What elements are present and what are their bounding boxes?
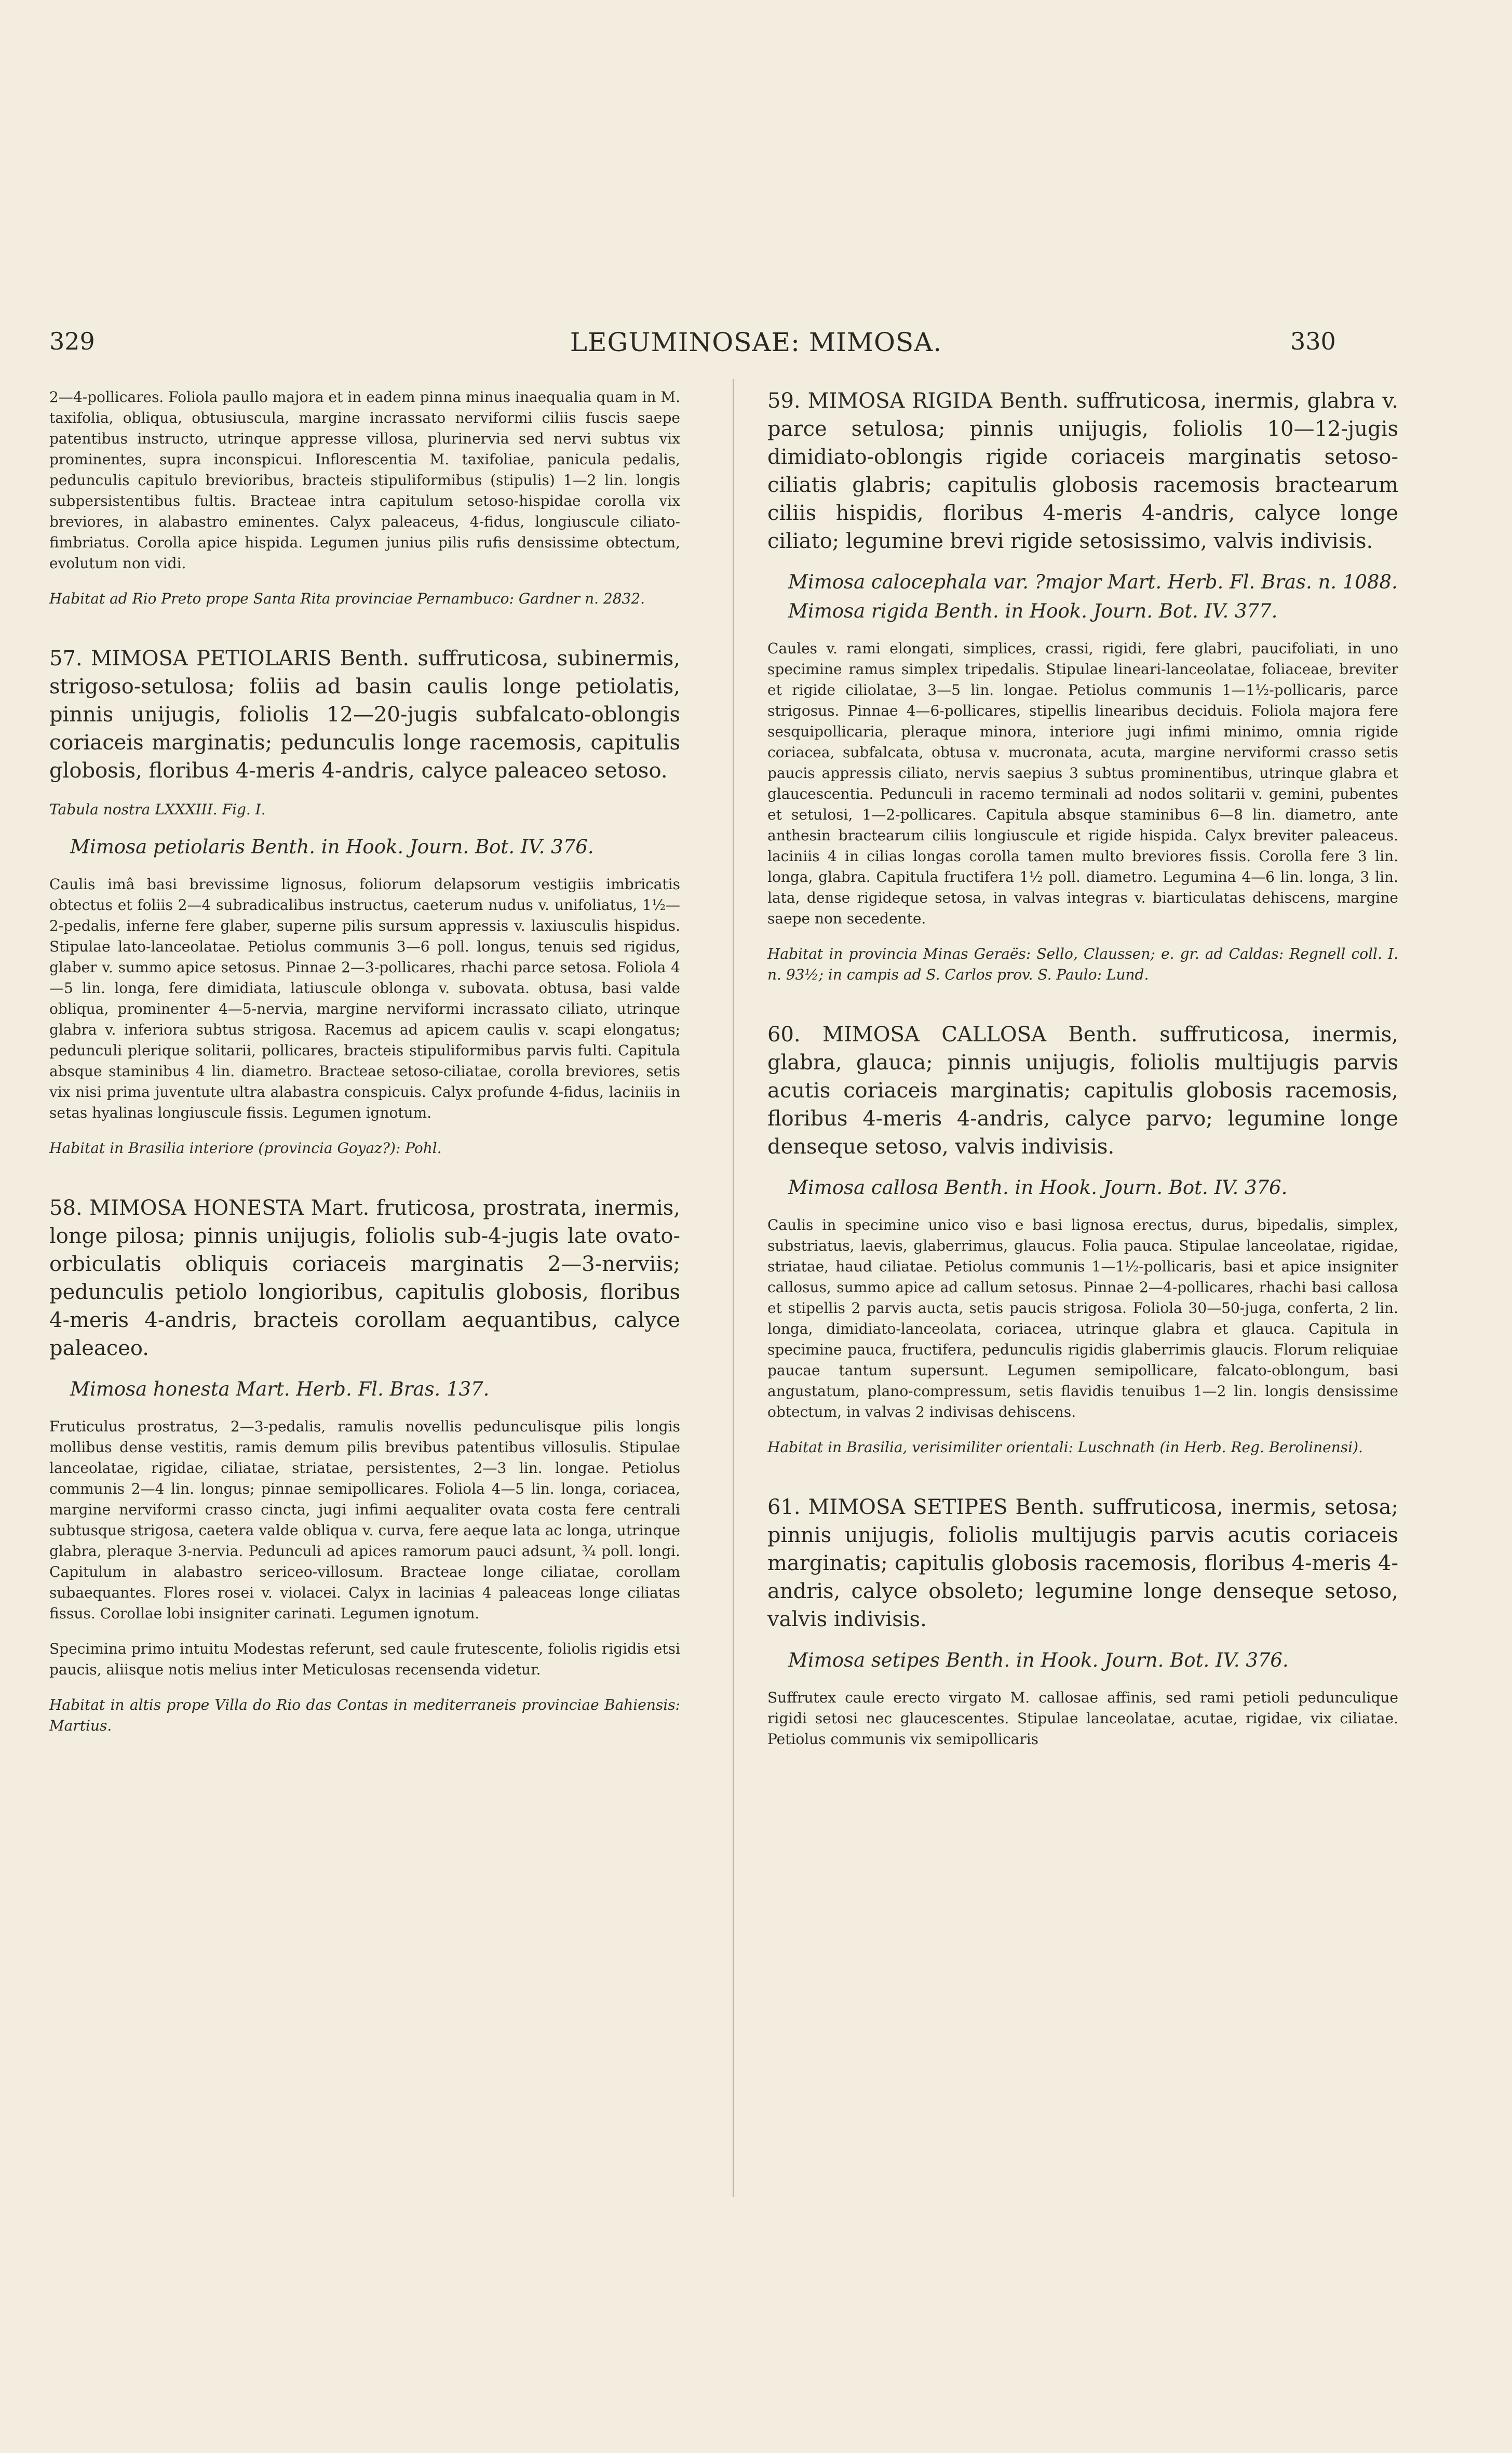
species-58-reference: Mimosa honesta Mart. Herb. Fl. Bras. 137. — [70, 1378, 490, 1400]
species-57-plate: Tabula nostra LXXXIII. Fig. I. — [49, 801, 266, 818]
spacer — [49, 1173, 680, 1194]
spacer — [767, 1000, 1398, 1021]
species-60-habitat: Habitat in Brasilia, verisimiliter orientali: Luschnath (in Herb. Reg. Berolinensi). — [767, 1439, 1363, 1456]
species-57-diagnosis: 57. MIMOSA PETIOLARIS Benth. suffruticosa, subinermis, strigoso-setulosa; foliis ad basin caulis longe petiolatis, pinnis unijugis, foliolis 12—20-jugis subfalcato-oblongis coriaceis marginatis; pedunculis longe racemosis, capitulis globosis, floribus 4-meris 4-andris, calyce paleaceo setoso. — [49, 647, 680, 783]
species-61-description: Suffrutex caule erecto virgato M. callosae affinis, sed rami petioli pedunculique rigidi setosi nec glaucescentes. Stipulae lanceolatae, acutae, rigidae, vix ciliatae. Petiolus communis vix semipollicaris — [767, 1689, 1398, 1748]
species-58-description: Fruticulus prostratus, 2—3-pedalis, ramulis novellis pedunculisque pilis longis mollibus dense vestitis, ramis demum pilis brevibus patentibus villosulis. Stipulae lanceolatae, rigidae, ciliatae, striatae, persistentes, 2—3 lin. longae. Petiolus communis 2—4 lin. longus; pinnae semipollicares. Foliola 4—5 lin. longa, coriacea, margine nerviformi crasso cincta, jugi infimi aequaliter ovata costa fere centrali subtusque strigosa, caetera valde obliqua v. curva, fere aeque lata ac longa, utrinque glabra, pleraque 3-nervia. Pedunculi ad apices ramorum pauci adsunt, ¾ poll. longi. Capitulum in alabastro sericeo-villosum. Bracteae longe ciliatae, corollam subaequantes. Flores rosei v. violacei. Calyx in lacinias 4 paleaceas longe ciliatas fissus. Corollae lobi insigniter carinati. Legumen ignotum. — [49, 1418, 680, 1622]
species-58-habitat: Habitat in altis prope Villa do Rio das Contas in mediterraneis provinciae Bahiensis: Martius. — [49, 1696, 680, 1734]
spacer — [49, 624, 680, 645]
left-column — [49, 387, 680, 1751]
species-58-diagnosis: 58. MIMOSA HONESTA Mart. fruticosa, prostrata, inermis, longe pilosa; pinnis unijugis, foliolis sub-4-jugis late ovato-orbiculatis obliquis coriaceis marginatis 2—3-nerviis; pedunculis petiolo longioribus, capitulis globosis, floribus 4-meris 4-andris, bracteis corollam aequantibus, calyce paleaceo. — [49, 1196, 680, 1360]
continued-description: 2—4-pollicares. Foliola paullo majora et in eadem pinna minus inaequalia quam in M. taxifolia, obliqua, obtusiuscula, margine incrassato nerviformi ciliis fuscis saepe patentibus instructo, utrinque appresse villosa, plurinervia sed nervi subtus vix prominentes, supra inconspicui. Inflorescentia M. taxifoliae, panicula pedalis, pedunculis capitulo brevioribus, bracteis stipuliformibus (stipulis) 1—2 lin. longis subpersistentibus fultis. Bracteae intra capitulum setoso-hispidae corolla vix breviores, in alabastro eminentes. Calyx paleaceus, 4-fidus, longiuscule ciliato-fimbriatus. Corolla apice hispida. Legumen junius pilis rufis densissime obtectum, evolutum non vidi. — [49, 388, 680, 572]
species-59-description: Caules v. rami elongati, simplices, crassi, rigidi, fere glabri, paucifoliati, in uno specimine ramus simplex tripedalis. Stipulae lineari-lanceolatae, foliaceae, breviter et rigide ciliolatae, 3—5 lin. longae. Petiolus communis 1—1½-pollicaris, parce strigosus. Pinnae 4—6-pollicares, stipellis linearibus deciduis. Foliola majora fere sesquipollicaria, pleraque minora, interiore jugi infimi minimo, omnia rigide coriacea, subfalcata, obtusa v. mucronata, acuta, margine nerviformi crasso setis paucis appressis ciliato, nervis saepius 3 subtus prominentibus, utrinque glabra et glaucescentia. Pedunculi in racemo terminali ad nodos solitarii v. gemini, pubentes et setulosi, 1—2-pollicares. Capitula absque staminibus 6—8 lin. diametro, ante anthesin bractearum ciliis longiuscule et rigide hispida. Calyx breviter paleaceus. laciniis 4 in cilias longas corolla tamen multo breviores fissis. Corolla fere 3 lin. longa, glabra. Capitula fructifera 1½ poll. diametro. Legumina 4—6 lin. longa, 3 lin. lata, dense rigideque setosa, in valvas integras v. biarticulatas dehiscens, margine saepe non secedente. — [767, 640, 1398, 927]
species-61-diagnosis: 61. MIMOSA SETIPES Benth. suffruticosa, inermis, setosa; pinnis unijugis, foliolis multijugis parvis acutis coriaceis marginatis; capitulis globosis racemosis, floribus 4-meris 4-andris, calyce obsoleto; legumine longe denseque setoso, valvis indivisis. — [767, 1495, 1398, 1631]
habitat-56: Habitat ad Rio Preto prope Santa Rita provinciae Pernambuco: Gardner n. 2832. — [49, 590, 645, 607]
species-57-reference: Mimosa petiolaris Benth. in Hook. Journ. Bot. IV. 376. — [70, 836, 594, 858]
species-60-description: Caulis in specimine unico viso e basi lignosa erectus, durus, bipedalis, simplex, substriatus, laevis, glaberrimus, glaucus. Folia pauca. Stipulae lanceolatae, rigidae, striatae, haud ciliatae. Petiolus communis 1—1½-pollicaris, basi et apice insigniter callosus, summo apice ad callum setosus. Pinnae 2—4-pollicares, rhachi basi callosa et stipellis 2 parvis aucta, setis paucis strigosa. Foliola 30—50-juga, conferta, 2 lin. longa, dimidiato-lanceolata, coriacea, utrinque glabra et glauca. Capitula in specimine pauca, fructifera, pedunculis rigidis glaberrimis glaucis. Florum reliquiae paucae tantum supersunt. Legumen semipollicare, falcato-oblongum, basi angustatum, plano-compressum, setis flavidis tenuibus 1—2 lin. longis densissime obtectum, in valvas 2 indivisas dehiscens. — [767, 1216, 1398, 1420]
species-59-diagnosis: 59. MIMOSA RIGIDA Benth. suffruticosa, inermis, glabra v. parce setulosa; pinnis unijugis, foliolis 10—12-jugis dimidiato-oblongis rigide coriaceis marginatis setoso-ciliatis glabris; capitulis globosis racemosis bractearum ciliis hispidis, floribus 4-meris 4-andris, calyce longe ciliato; legumine brevi rigide setosissimo, valvis indivisis. — [767, 389, 1398, 553]
species-57-description: Caulis imâ basi brevissime lignosus, foliorum delapsorum vestigiis imbricatis obtectus et foliis 2—4 subradicalibus instructus, caeterum nudus v. unifoliatus, 1½—2-pedalis, inferne fere glaber, superne pilis sursum appressis v. laxiusculis hispidus. Stipulae lato-lanceolatae. Petiolus communis 3—6 poll. longus, tenuis sed rigidus, glaber v. summo apice setosus. Pinnae 2—3-pollicares, rhachi parce setosa. Foliola 4—5 lin. longa, fere dimidiata, latiuscule oblonga v. subovata. obtusa, basi valde obliqua, prominenter 4—5-nervia, margine nerviformi incrassato ciliato, utrinque glabra v. inferiora subtus strigosa. Racemus ad apicem caulis v. scapi elongatus; pedunculi plerique solitarii, pollicares, bracteis stipuliformibus parvis fulti. Capitula absque staminibus 4 lin. diametro. Bracteae setoso-ciliatae, corolla breviores, setis vix nisi prima juventute ultra alabastra conspicuis. Calyx profunde 4-fidus, laciniis in setas hyalinas longiuscule fissis. Legumen ignotum. — [49, 876, 680, 1121]
running-title: LEGUMINOSAE: MIMOSA. — [570, 327, 942, 357]
species-57-habitat: Habitat in Brasilia interiore (provincia Goyaz?): Pohl. — [49, 1140, 442, 1157]
right-column — [767, 387, 1398, 1764]
spacer — [767, 1472, 1398, 1493]
page-header — [0, 327, 1512, 369]
column-divider — [733, 379, 734, 2197]
species-61-reference: Mimosa setipes Benth. in Hook. Journ. Bot. IV. 376. — [788, 1649, 1289, 1671]
species-58-note: Specimina primo intuitu Modestas referunt, sed caule frutescente, foliolis rigidis etsi paucis, aliisque notis melius inter Meticulosas recensenda videtur. — [49, 1640, 680, 1678]
left-page-number: 329 — [49, 327, 95, 355]
right-page-number: 330 — [1290, 327, 1336, 355]
species-60-diagnosis: 60. MIMOSA CALLOSA Benth. suffruticosa, inermis, glabra, glauca; pinnis unijugis, foliolis multijugis parvis acutis coriaceis marginatis; capitulis globosis racemosis, floribus 4-meris 4-andris, calyce parvo; legumine longe denseque setoso, valvis indivisis. — [767, 1023, 1398, 1159]
species-59-reference-1: Mimosa calocephala var. ?major Mart. Herb. Fl. Bras. n. 1088. — [788, 571, 1398, 593]
species-60-reference: Mimosa callosa Benth. in Hook. Journ. Bot. IV. 376. — [788, 1176, 1288, 1199]
species-59-reference-2: Mimosa rigida Benth. in Hook. Journ. Bot. IV. 377. — [788, 600, 1278, 622]
species-59-habitat: Habitat in provincia Minas Geraës: Sello, Claussen; e. gr. ad Caldas: Regnell coll. I. n. 93½; in campis ad S. Carlos prov. S. Paulo: Lund. — [767, 945, 1398, 983]
